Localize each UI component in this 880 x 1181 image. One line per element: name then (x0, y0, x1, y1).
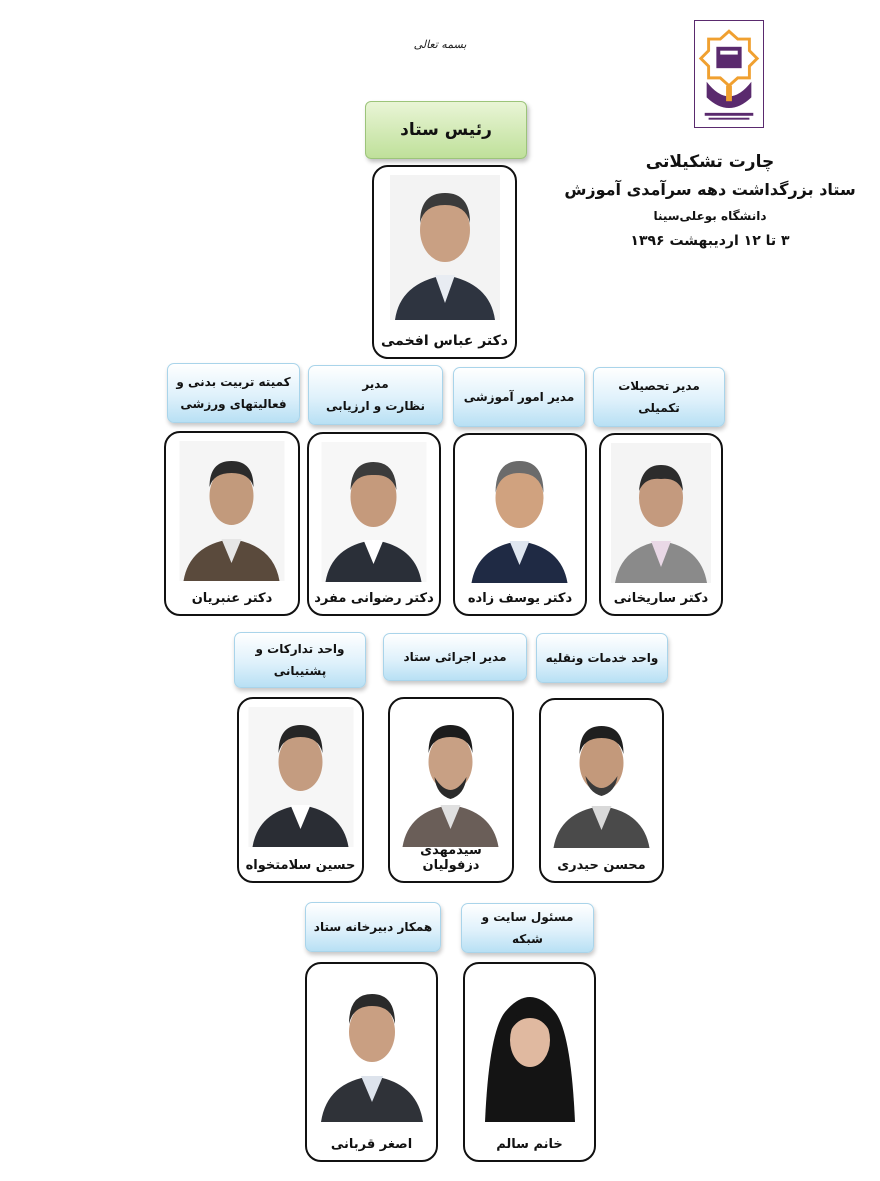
role-line: مدیر اجرائی ستاد (403, 650, 507, 664)
head-card (372, 165, 517, 359)
person-name: محسن حیدری (557, 858, 646, 873)
role-line: پشتیبانی (273, 664, 327, 678)
role-line: مدیر (362, 377, 389, 391)
person-name: سیدمهدی دزفولیان (420, 843, 482, 873)
role-box-transport (536, 633, 668, 683)
person-card (453, 433, 587, 616)
role-line: کمیته تربیت بدنی و (176, 375, 291, 389)
person-card (307, 432, 441, 616)
role-box-secretariat (305, 902, 441, 952)
chart-subtitle: ستاد بزرگداشت دهه سرآمدی آموزش (564, 180, 856, 199)
person-card (599, 433, 723, 616)
chart-title: چارت تشکیلاتی (645, 152, 775, 172)
person-name: خانم سالم (496, 1137, 563, 1152)
person-name: دکتر یوسف زاده (467, 591, 573, 606)
person-card (164, 431, 300, 616)
role-line: واحد خدمات ونقلیه (545, 651, 659, 665)
role-box-evaluation (308, 365, 443, 425)
person-name: حسین سلامتخواه (245, 858, 356, 873)
man-portrait-icon (180, 441, 285, 581)
man-portrait-icon (248, 707, 353, 847)
person-card (463, 962, 596, 1162)
woman-portrait-icon (475, 972, 585, 1122)
man-portrait-icon (390, 175, 500, 320)
role-box-graduate (593, 367, 725, 427)
role-box-sports (167, 363, 300, 423)
person-name: دکتر رضوانی مفرد (314, 591, 434, 606)
person-name: اصغر قربانی (330, 1137, 413, 1152)
person-name: دکتر ساریخانی (613, 591, 709, 606)
role-box-logistics (234, 632, 366, 688)
university-logo-icon (695, 21, 763, 127)
role-line: فعالیتهای ورزشی (180, 397, 287, 411)
man-portrait-icon (611, 443, 711, 583)
role-box-education (453, 367, 585, 427)
university-name: دانشگاه بوعلی‌سینا (653, 209, 767, 223)
man-portrait-icon (399, 707, 504, 847)
person-card (539, 698, 664, 883)
role-line: مدیر تحصیلات (618, 379, 700, 393)
bismillah-text: بسمه تعالی (413, 38, 467, 51)
role-line: تکمیلی (638, 401, 680, 415)
person-name: دکتر عنبریان (191, 591, 273, 606)
role-line: همکار دبیرخانه ستاد (313, 920, 433, 934)
man-portrait-icon (317, 972, 427, 1122)
head-name: دکتر عباس افخمی (381, 333, 508, 349)
person-card (305, 962, 438, 1162)
chart-header-info (560, 148, 860, 254)
role-box-executive (383, 633, 527, 681)
role-line: نظارت و ارزیابی (325, 399, 426, 413)
man-portrait-icon (468, 443, 573, 583)
role-line: مسئول سایت و شبکه (481, 910, 574, 946)
person-card (388, 697, 514, 883)
role-box-website (461, 903, 594, 953)
man-portrait-icon (549, 708, 654, 848)
role-line: مدیر امور آموزشی (463, 390, 575, 404)
head-role-label: رئیس ستاد (365, 101, 527, 159)
event-date: ۳ تا ۱۲ اردیبهشت ۱۳۹۶ (630, 233, 790, 249)
role-line: واحد تدارکات و (255, 642, 345, 656)
person-card (237, 697, 364, 883)
university-logo (694, 20, 764, 128)
man-portrait-icon (322, 442, 427, 582)
